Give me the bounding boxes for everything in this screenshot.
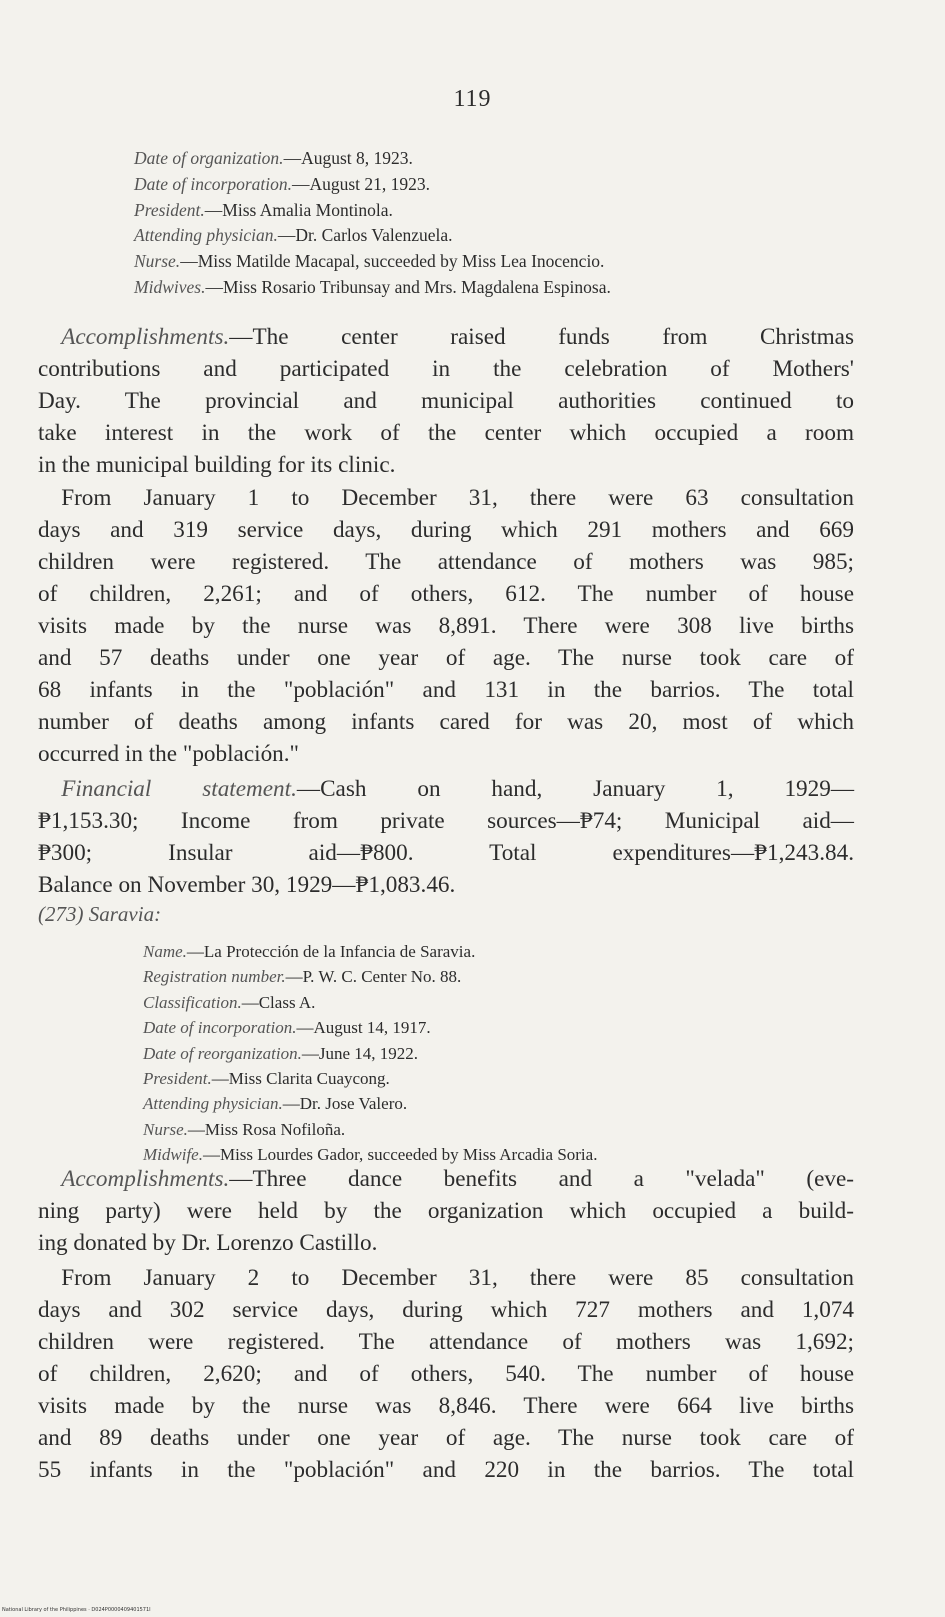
detail-line: Attending physician.—Dr. Carlos Valenzuela. — [134, 225, 453, 246]
center1-financial-statement: Financial statement.—Cash on hand, January 1, 1929— ₱1,153.30; Income from private sources—₱74; Municipal aid— ₱300; Insular aid—₱800. Total expenditures—₱1,243.84. Balance on November 30, 1929—₱1,083.46. — [38, 776, 855, 898]
detail-line: Registration number.—P. W. C. Center No. 88. — [143, 967, 462, 987]
detail-line: Name.—La Protección de la Infancia de Saravia. — [143, 942, 476, 961]
footer-credit: National Library of the Philippines · D024P0000409401571I — [2, 1607, 151, 1613]
detail-line: President.—Miss Clarita Cuaycong. — [143, 1069, 390, 1089]
detail-line: Nurse.—Miss Rosa Nofiloña. — [143, 1119, 346, 1139]
center2-details — [143, 939, 597, 1168]
detail-line: Date of organization.—August 8, 1923. — [134, 148, 413, 168]
center1-statistics: From January 1 to December 31, there were 63 consultation days and 319 service days, during which 291 mothers and 669 children were registered. The attendance of mothers was 985; of children, 2,261; and of others, 612. The number of house visits made by the nurse was 8,891. There were 308 live births and 57 deaths under one year of age. The nurse took care of 68 infants in the "población" and 131 in the barrios. The total number of deaths among infants cared for was 20, most of which occurred in the "población." — [38, 485, 854, 767]
center2-accomplishments: Accomplishments.—Three dance benefits and a "velada" (eve- ning party) were held by the organization which occupied a build- ing donated by Dr. Lorenzo Castillo. — [38, 1166, 854, 1256]
center1-accomplishments: Accomplishments.—The center raised funds from Christmas contributions and participated in the celebration of Mothers' Day. The provincial and municipal authorities continued to take interest in the work of the center which occupied a room in the municipal building for its clinic. — [38, 324, 854, 478]
detail-line: Date of reorganization.—June 14, 1922. — [143, 1043, 418, 1063]
page-number: 119 — [453, 86, 492, 112]
detail-line: Classification.—Class A. — [143, 992, 316, 1012]
detail-line: President.—Miss Amalia Montinola. — [134, 199, 393, 220]
detail-line: Nurse.—Miss Matilde Macapal, succeeded by Miss Lea Inocencio. — [134, 251, 605, 272]
detail-line: Midwife.—Miss Lourdes Gador, succeeded by Miss Arcadia Soria. — [143, 1145, 598, 1165]
detail-line: Date of incorporation.—August 14, 1917. — [143, 1018, 431, 1038]
detail-line: Date of incorporation.—August 21, 1923. — [134, 173, 431, 194]
center1-details — [134, 146, 611, 301]
detail-line: Attending physician.—Dr. Jose Valero. — [143, 1094, 408, 1114]
center2-heading: (273) Saravia: — [38, 902, 162, 926]
detail-line: Midwives.—Miss Rosario Tribunsay and Mrs. Magdalena Espinosa. — [134, 276, 611, 297]
center2-statistics: From January 2 to December 31, there were 85 consultation days and 302 service days, during which 727 mothers and 1,074 children were registered. The attendance of mothers was 1,692; of children, 2,620; and of others, 540. The number of house visits made by the nurse was 8,846. There were 664 live births and 89 deaths under one year of age. The nurse took care of 55 infants in the "población" and 220 in the barrios. The total — [38, 1265, 854, 1483]
